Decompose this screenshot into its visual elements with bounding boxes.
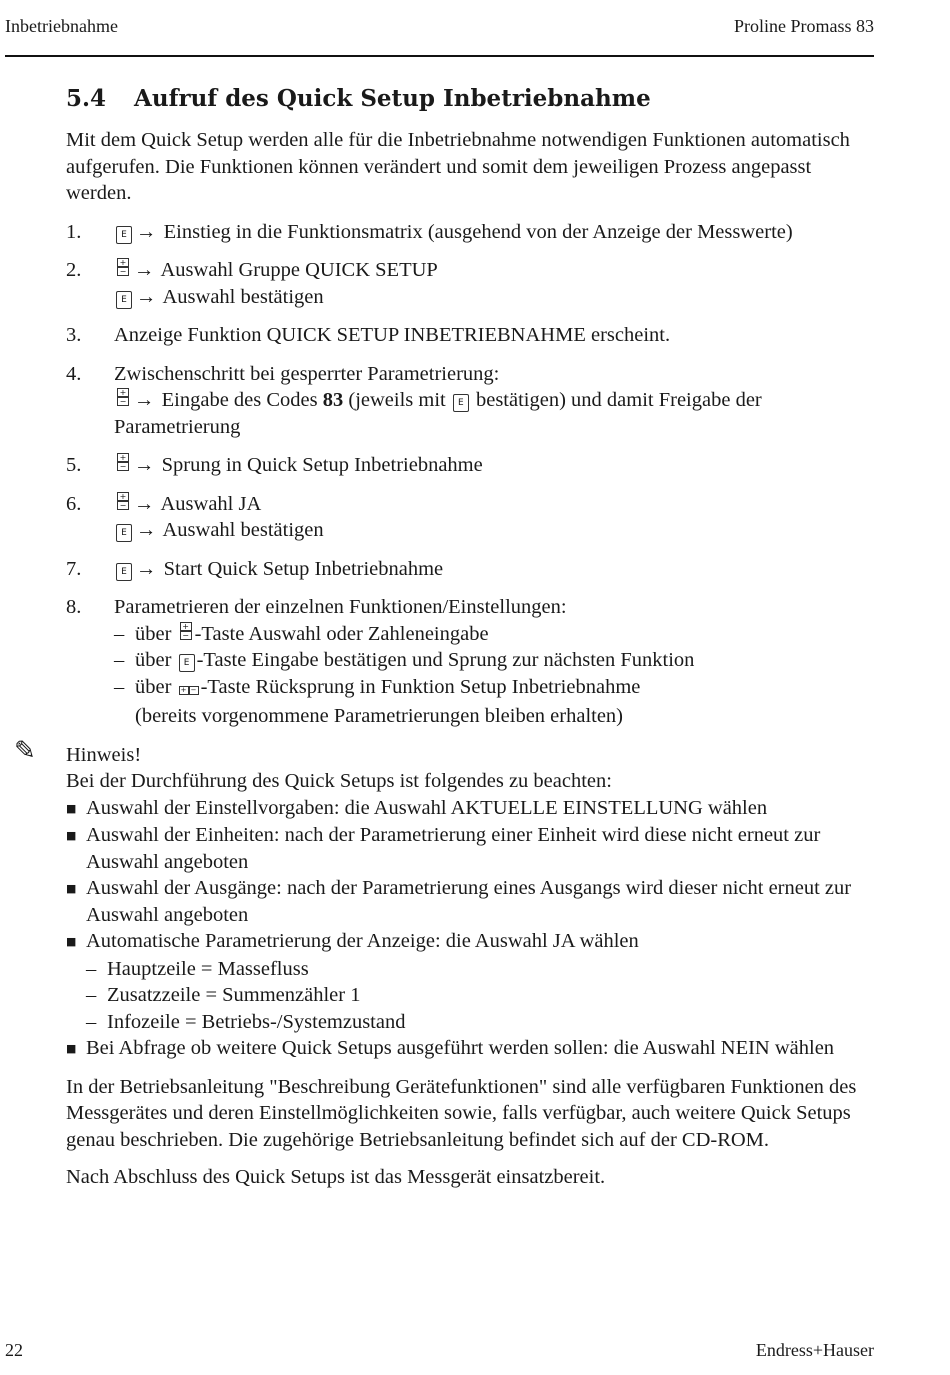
escape-key-icon: + − bbox=[179, 677, 199, 704]
dash-marker: – bbox=[114, 649, 125, 671]
bullet-text: Automatische Parametrierung der Anzeige: die Auswahl JA wählen bbox=[86, 930, 639, 952]
step-item bbox=[66, 257, 876, 310]
step-text: Parametrieren der einzelnen Funktionen/Einstellungen: bbox=[114, 596, 567, 618]
enter-key-icon: E bbox=[116, 524, 132, 542]
bullet-icon: ■ bbox=[66, 935, 77, 948]
sub-text: Infozeile = Betriebs-/Systemzustand bbox=[107, 1010, 406, 1033]
dash-marker: – bbox=[114, 622, 125, 645]
step-item bbox=[66, 452, 876, 479]
step-number: 2. bbox=[66, 259, 82, 281]
enter-key-icon: E bbox=[116, 563, 132, 581]
step-item bbox=[66, 361, 876, 441]
page-number: 22 bbox=[5, 1340, 23, 1360]
step-text: -Taste Rücksprung in Funktion Setup Inbetriebnahme bbox=[200, 675, 641, 698]
enter-key-icon: E bbox=[179, 654, 195, 672]
plus-minus-key-icon: + − bbox=[179, 622, 193, 639]
bullet-text: Auswahl der Einheiten: nach der Parametrierung einer Einheit wird diese nicht erneut zur Auswahl angeboten bbox=[86, 824, 821, 873]
arrow-icon: → bbox=[136, 519, 157, 541]
body-paragraph: Nach Abschluss des Quick Setups ist das Messgerät einsatzbereit. bbox=[66, 1166, 606, 1188]
sub-item bbox=[66, 1009, 876, 1036]
step-text: Parametrierung bbox=[114, 415, 241, 438]
list-item bbox=[66, 1035, 876, 1063]
intro-paragraph: Mit dem Quick Setup werden alle für die Inbetriebnahme notwendigen Funktionen automatisch aufgerufen. Die Funktionen können verändert und somit dem jeweiligen Prozess angepasst werden. bbox=[66, 129, 850, 204]
step-number: 1. bbox=[66, 220, 82, 243]
step-text: (jeweils mit bbox=[343, 389, 451, 411]
step-text: Zwischenschritt bei gesperrter Parametrierung: bbox=[114, 362, 500, 385]
dash-marker: – bbox=[86, 1010, 97, 1033]
section-number: 5.4 bbox=[66, 85, 107, 112]
step-item bbox=[66, 322, 876, 349]
arrow-icon: → bbox=[134, 454, 155, 476]
arrow-icon: → bbox=[134, 492, 155, 515]
enter-key-icon: E bbox=[453, 394, 469, 412]
access-code: 83 bbox=[322, 389, 344, 411]
step-list bbox=[66, 219, 876, 730]
step-number: 3. bbox=[66, 324, 82, 346]
header-product-name: Proline Promass 83 bbox=[733, 16, 874, 36]
step-text: Auswahl Gruppe QUICK SETUP bbox=[160, 259, 438, 281]
body-paragraph: In der Betriebsanleitung "Beschreibung Gerätefunktionen" sind alle verfügbaren Funktionen des Messgerätes und deren Einstellmöglichkeiten sowie, falls verfügbar, auch weitere Quick Setups genau beschrieben. Die zugehörige Betriebsanleitung befindet sich auf der CD-ROM. bbox=[66, 1075, 857, 1151]
step-text: bestätigen) und damit Freigabe der bbox=[470, 389, 762, 411]
step-text: Auswahl bestätigen bbox=[162, 519, 324, 541]
sub-text: Hauptzeile = Massefluss bbox=[107, 957, 309, 980]
list-item bbox=[66, 928, 876, 956]
step-number: 5. bbox=[66, 454, 82, 476]
step-number: 8. bbox=[66, 596, 82, 618]
bullet-icon: ■ bbox=[66, 882, 77, 895]
step-item bbox=[66, 556, 876, 583]
plus-minus-key-icon: + − bbox=[116, 258, 130, 275]
dash-marker: – bbox=[86, 984, 97, 1006]
plus-minus-key-icon: + − bbox=[116, 388, 130, 405]
step-text: über bbox=[135, 649, 177, 671]
pencil-icon: ✎ bbox=[14, 735, 36, 766]
step-text: über bbox=[135, 675, 177, 698]
plus-minus-key-icon: + − bbox=[116, 492, 130, 509]
step-item bbox=[66, 219, 876, 246]
step-text: Anzeige Funktion QUICK SETUP INBETRIEBNAHME erscheint. bbox=[114, 324, 671, 346]
section-title: Aufruf des Quick Setup Inbetriebnahme bbox=[134, 85, 651, 112]
header-rule bbox=[5, 55, 874, 57]
hint-box bbox=[14, 735, 876, 1063]
step-text: Einstieg in die Funktionsmatrix (ausgehend von der Anzeige der Messwerte) bbox=[163, 220, 793, 243]
hint-lead: Bei der Durchführung des Quick Setups ist folgendes zu beachten: bbox=[66, 770, 612, 792]
page-content bbox=[14, 84, 876, 1191]
arrow-icon: → bbox=[134, 259, 155, 281]
sub-item bbox=[66, 982, 876, 1009]
step-text: Auswahl bestätigen bbox=[162, 285, 324, 308]
step-number: 7. bbox=[66, 557, 82, 580]
step-text: über bbox=[135, 622, 177, 645]
list-item bbox=[66, 822, 876, 875]
dash-marker: – bbox=[86, 957, 97, 980]
bullet-text: Bei Abfrage ob weitere Quick Setups ausgeführt werden sollen: die Auswahl NEIN wählen bbox=[86, 1037, 835, 1059]
arrow-icon: → bbox=[136, 220, 157, 243]
step-text: -Taste Auswahl oder Zahleneingabe bbox=[194, 622, 489, 645]
hint-title: Hinweis! bbox=[66, 743, 142, 766]
sub-item bbox=[66, 956, 876, 983]
step-text: (bereits vorgenommene Parametrierungen bleiben erhalten) bbox=[135, 705, 624, 727]
list-item bbox=[66, 875, 876, 928]
step-item bbox=[66, 491, 876, 544]
arrow-icon: → bbox=[136, 557, 157, 580]
bullet-icon: ■ bbox=[66, 829, 77, 842]
list-item bbox=[66, 795, 876, 823]
dash-marker: – bbox=[114, 675, 125, 698]
arrow-icon: → bbox=[136, 285, 157, 308]
enter-key-icon: E bbox=[116, 291, 132, 309]
step-text: Eingabe des Codes bbox=[161, 389, 323, 411]
bullet-icon: ■ bbox=[66, 801, 77, 815]
bullet-text: Auswahl der Ausgänge: nach der Parametrierung eines Ausgangs wird dieser nicht erneut zur Auswahl angeboten bbox=[86, 877, 852, 926]
arrow-icon: → bbox=[134, 389, 155, 411]
step-text: -Taste Eingabe bestätigen und Sprung zur nächsten Funktion bbox=[196, 649, 695, 671]
step-text: Auswahl JA bbox=[160, 492, 262, 515]
brand-name: Endress+Hauser bbox=[755, 1340, 874, 1360]
step-text: Start Quick Setup Inbetriebnahme bbox=[163, 557, 444, 580]
sub-text: Zusatzzeile = Summenzähler 1 bbox=[107, 984, 361, 1006]
bullet-icon: ■ bbox=[66, 1042, 77, 1055]
enter-key-icon: E bbox=[116, 226, 132, 244]
step-text: Sprung in Quick Setup Inbetriebnahme bbox=[161, 454, 483, 476]
bullet-text: Auswahl der Einstellvorgaben: die Auswahl AKTUELLE EINSTELLUNG wählen bbox=[86, 796, 768, 819]
section-heading bbox=[66, 84, 876, 114]
plus-minus-key-icon: + − bbox=[116, 453, 130, 470]
step-number: 6. bbox=[66, 492, 82, 515]
header-section-title: Inbetriebnahme bbox=[5, 16, 118, 36]
step-number: 4. bbox=[66, 362, 82, 385]
step-item bbox=[66, 594, 876, 730]
